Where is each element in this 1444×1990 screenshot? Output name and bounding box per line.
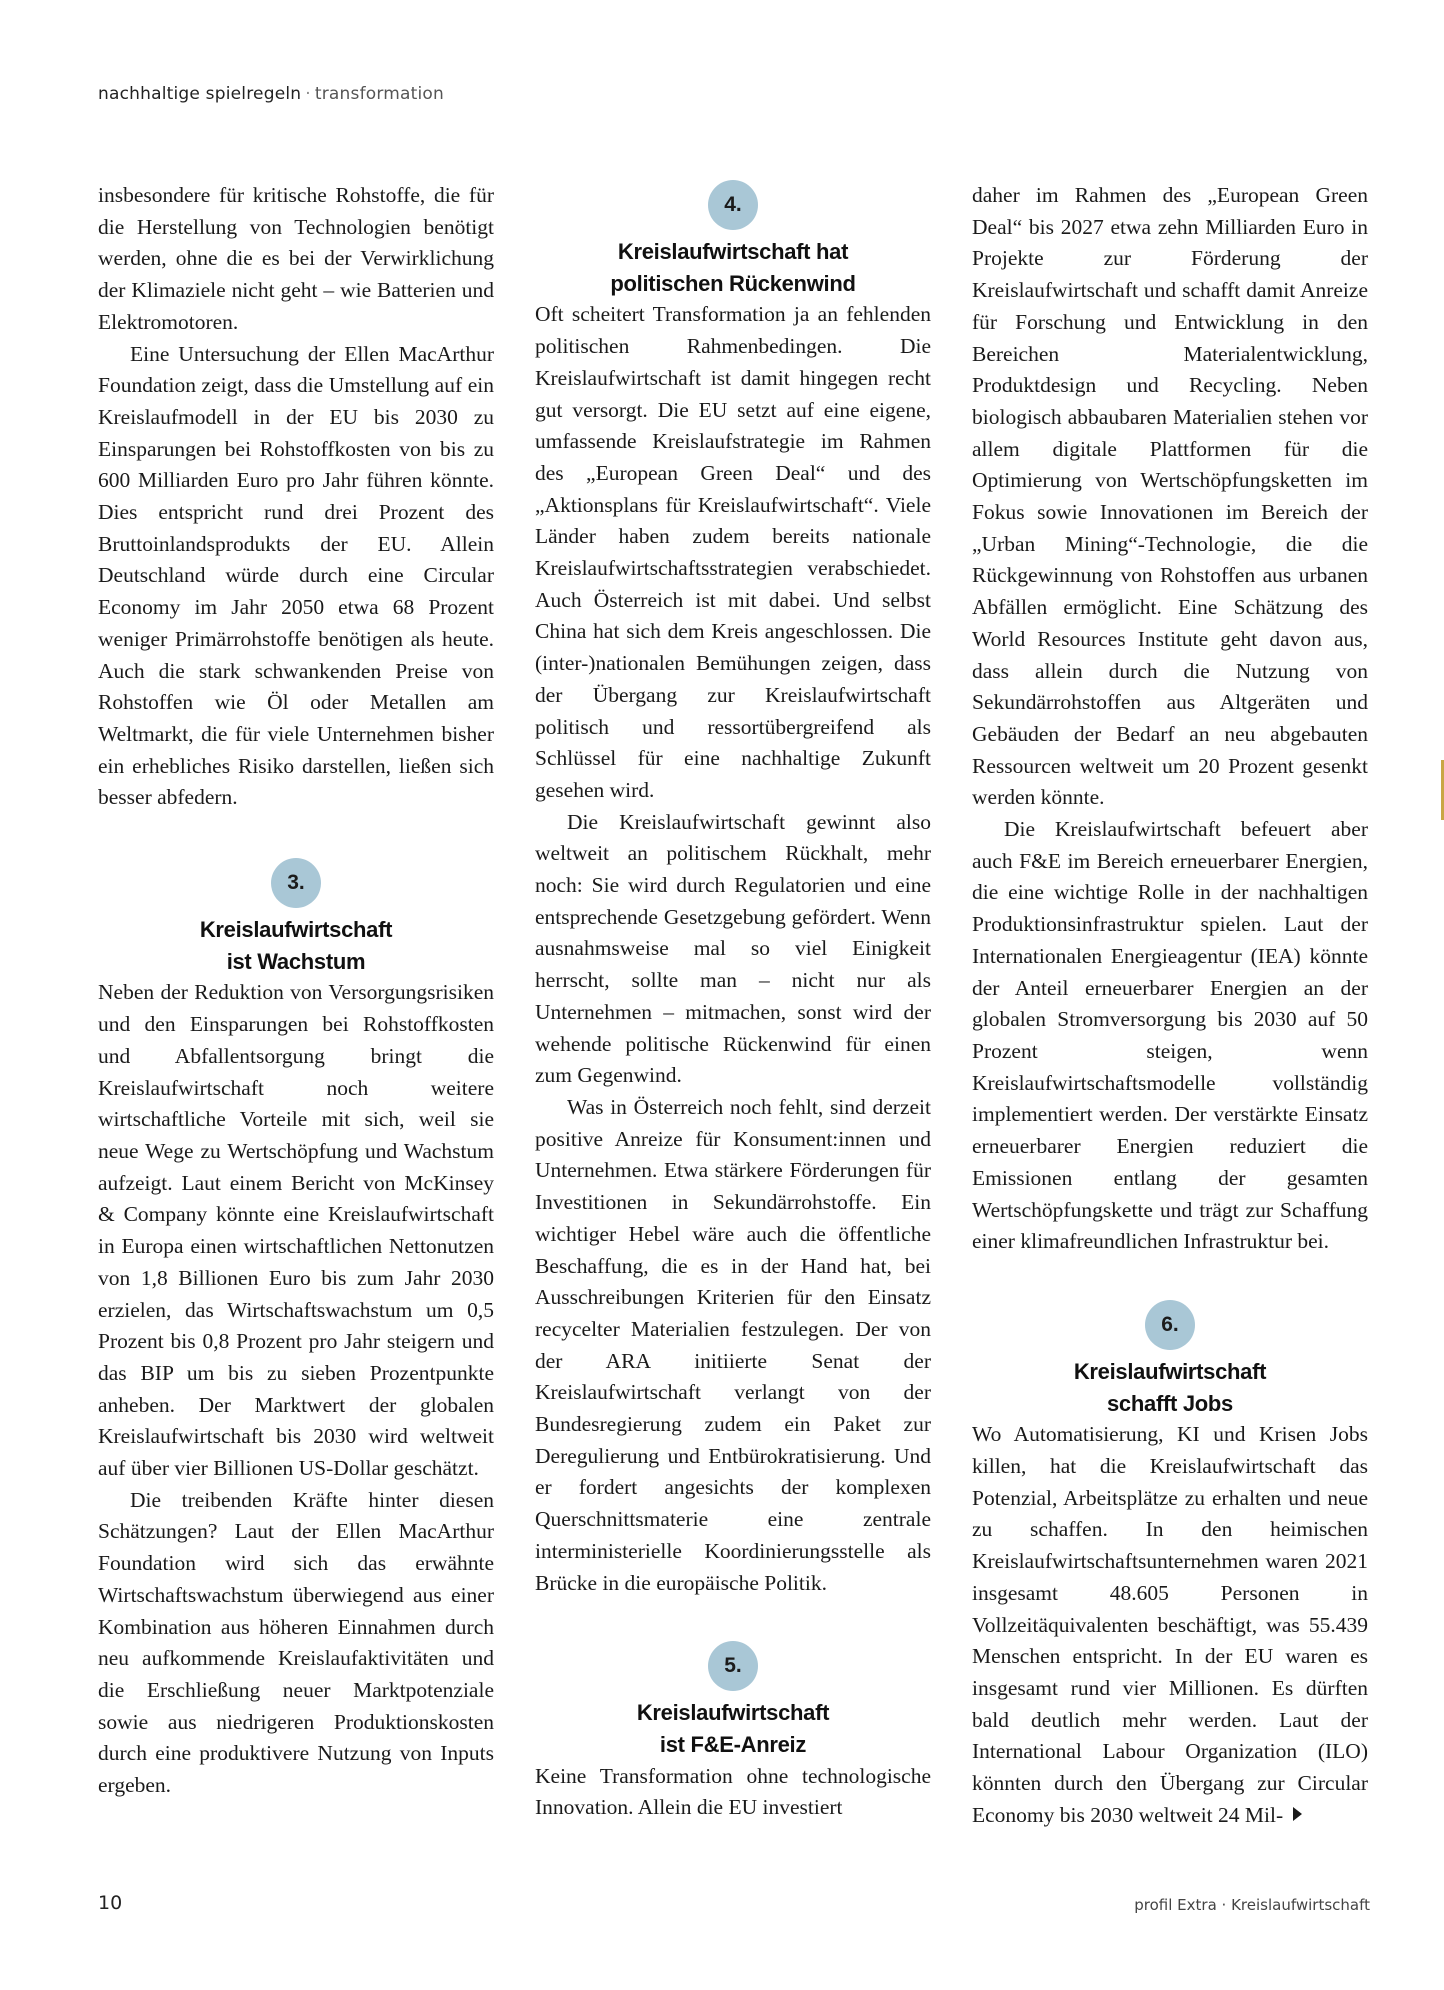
section-3-heading <box>98 858 494 977</box>
section-number-badge: 5. <box>708 1641 758 1691</box>
page-number: 10 <box>98 1892 123 1914</box>
section-title-line: Kreislaufwirtschaft <box>1073 1358 1267 1384</box>
header-separator: · <box>305 84 311 104</box>
section-title-line: ist Wachstum <box>226 948 366 974</box>
section-title-line: Kreislaufwirtschaft <box>199 917 393 943</box>
paragraph-text: Wo Automatisierung, KI und Krisen Jobs killen, hat die Kreislaufwirtschaft das Potenzial, Arbeitsplätze zu erhalten und neue zu schaffen. In den heimischen Kreislaufwirtschaftsunternehmen waren 2021 insgesamt 48.605 Personen in Vollzeitäquivalenten beschäftigt, was 55.439 Menschen entspricht. In der EU waren es insgesamt rund vier Millionen. Es dürften bald deutlich mehr werden. Laut der International Labour Organization (ILO) könnten durch den Übergang zur Circular Economy bis 2030 weltweit 24 Mil- <box>972 1422 1368 1827</box>
section-title <box>972 1356 1368 1419</box>
section-4-heading <box>535 180 931 299</box>
paragraph: insbesondere für kritische Rohstoffe, die für die Herstellung von Technologien benötigt werden, ohne die es bei der Verwirklichung der Klimaziele nicht geht – wie Batterien und Elektromotoren. <box>98 183 494 334</box>
section-title-line: Kreislaufwirtschaft hat <box>617 239 849 264</box>
column-3 <box>972 180 1368 1831</box>
paragraph: Oft scheitert Transformation ja an fehlenden politischen Rahmenbedingen. Die Kreislaufwirtschaft ist damit hingegen recht gut versorgt. Die EU setzt auf eine eigene, umfassende Kreislaufstrategie im Rahmen des „European Green Deal“ und des „Aktionsplans für Kreislaufwirtschaft“. Viele Länder haben zudem bereits nationale Kreislaufwirtschaftsstrategien verabschiedet. Auch Österreich ist mit dabei. Und selbst China hat sich dem Kreis angeschlossen. Die (inter-)nationalen Bemühungen zeigen, dass der Übergang zur Kreislaufwirtschaft politisch und ressortübergreifend als Schlüssel für eine nachhaltige Zukunft gesehen wird. <box>535 302 931 802</box>
section-title <box>98 914 494 977</box>
paragraph: Die treibenden Kräfte hinter diesen Schätzungen? Laut der Ellen MacArthur Foundation wird sich das erwähnte Wirtschaftswachstum überwiegend aus einer Kombination aus höheren Einnahmen durch neu aufkommende Kreislaufaktivitäten und die Erschließung neuer Marktpotenziale sowie aus niedrigeren Produktionskosten durch eine produktivere Nutzung von Inputs ergeben. <box>98 1487 494 1798</box>
section-number-badge: 4. <box>708 180 758 230</box>
section-title <box>535 236 931 299</box>
paragraph: daher im Rahmen des „European Green Deal“ bis 2027 etwa zehn Milliarden Euro in Projekte zur Förderung der Kreislaufwirtschaft und schafft damit Anreize für Forschung und Entwicklung in den Bereichen Materialentwicklung, Produktdesign und Recycling. Neben biologisch abbaubaren Materialien stehen vor allem digitale Plattformen für die Optimierung von Wertschöpfungsketten im Fokus sowie Innovationen im Bereich der „Urban Mining“-Technologie, die die Rückgewinnung von Rohstoffen aus urbanen Abfällen ermöglicht. Eine Schätzung des World Resources Institute geht davon aus, dass allein durch die Nutzung von Sekundärrohstoffen aus Altgeräten und Gebäuden der Bedarf an neu abgebauten Ressourcen weltweit um 20 Prozent gesenkt werden könnte. <box>972 183 1368 810</box>
header-section: nachhaltige spielregeln <box>98 84 302 104</box>
section-title-line: Kreislaufwirtschaft <box>636 1700 830 1726</box>
publication-footer: profil Extra · Kreislaufwirtschaft <box>1134 1896 1370 1914</box>
paragraph: Neben der Reduktion von Versorgungsrisiken und den Einsparungen bei Rohstoffkosten und Abfallentsorgung bringt die Kreislaufwirtschaft noch weitere wirtschaftliche Vorteile mit sich, weil sie neue Wege zu Wertschöpfung und Wachstum aufzeigt. Laut einem Bericht von McKinsey & Company könnte eine Kreislaufwirtschaft in Europa einen wirtschaftlichen Nettonutzen von 1,8 Billionen Euro bis zum Jahr 2030 erzielen, das Wirtschaftswachstum um 0,5 Prozent bis 0,8 Prozent pro Jahr steigern und das BIP um bis zu sieben Prozentpunkte anheben. Der Marktwert der globalen Kreislaufwirtschaft bis 2030 wird weltweit auf über vier Billionen US-Dollar geschätzt. <box>98 980 494 1481</box>
running-header <box>98 84 444 104</box>
continue-arrow-icon <box>1293 1807 1302 1821</box>
column-1 <box>98 180 494 1802</box>
paragraph: Die Kreislaufwirtschaft gewinnt also weltweit an politischem Rückhalt, mehr noch: Sie wird durch Regulatorien und eine entsprechende Gesetzgebung gefördert. Wenn ausnahmsweise mal so viel Einigkeit herrscht, sollte man – nicht nur als Unternehmen – mitmachen, sonst wird der wehende politische Rückenwind für einen zum Gegenwind. <box>535 809 931 1088</box>
column-2 <box>535 180 931 1824</box>
paragraph: Keine Transformation ohne technologische Innovation. Allein die EU investiert <box>535 1763 931 1820</box>
paragraph: Was in Österreich noch fehlt, sind derzeit positive Anreize für Konsument:innen und Unternehmen. Etwa stärkere Förderungen für Investitionen in Sekundärrohstoffe. Ein wichtiger Hebel wäre auch die öffentliche Beschaffung, die es in der Hand hat, bei Ausschreibungen Kriterien für den Einsatz recycelter Materialien festzulegen. Der von der ARA initiierte Senat der Kreislaufwirtschaft verlangt von der Bundesregierung zudem ein Paket zur Deregulierung und Entbürokratisierung. Und er fordert angesichts der komplexen Querschnittsmaterie eine zentrale interministerielle Koordinierungsstelle als Brücke in die europäische Politik. <box>535 1094 931 1595</box>
section-title <box>535 1697 931 1760</box>
section-number-badge: 3. <box>271 858 321 908</box>
section-title-line: ist F&E-Anreiz <box>659 1731 807 1757</box>
section-number-badge: 6. <box>1145 1300 1195 1350</box>
paragraph: Die Kreislaufwirtschaft befeuert aber auch F&E im Bereich erneuerbarer Energien, die eine wichtige Rolle in der nachhaltigen Produktionsinfrastruktur spielen. Laut der Internationalen Energieagentur (IEA) könnte der Anteil erneuerbarer Energien an der globalen Stromversorgung bis 2030 auf 50 Prozent steigen, wenn Kreislaufwirtschaftsmodelle vollständig implementiert werden. Der verstärkte Einsatz erneuerbarer Energien reduziert die Emissionen entlang der gesamten Wertschöpfungskette und trägt zur Schaffung einer klimafreundlichen Infrastruktur bei. <box>972 817 1368 1254</box>
section-title-line: politischen Rückenwind <box>610 270 856 296</box>
section-6-heading <box>972 1300 1368 1419</box>
paragraph: Eine Untersuchung der Ellen MacArthur Foundation zeigt, dass die Umstellung auf ein Kreislaufmodell in der EU bis 2030 zu Einsparungen bei Rohstoffkosten von bis zu 600 Milliarden Euro pro Jahr führen könnte. Dies entspricht rund drei Prozent des Bruttoinlandsprodukts der EU. Allein Deutschland würde durch eine Circular Economy im Jahr 2050 etwa 68 Prozent weniger Primärrohstoffe benötigen als heute. Auch die stark schwankenden Preise von Rohstoffen wie Öl oder Metallen am Weltmarkt, die für viele Unternehmen bisher ein erhebliches Risiko darstellen, ließen sich besser abfedern. <box>98 341 494 810</box>
paragraph-with-continuation <box>972 1419 1368 1831</box>
header-topic: transformation <box>314 84 444 104</box>
section-5-heading <box>535 1641 931 1760</box>
section-title-line: schafft Jobs <box>1107 1390 1233 1416</box>
